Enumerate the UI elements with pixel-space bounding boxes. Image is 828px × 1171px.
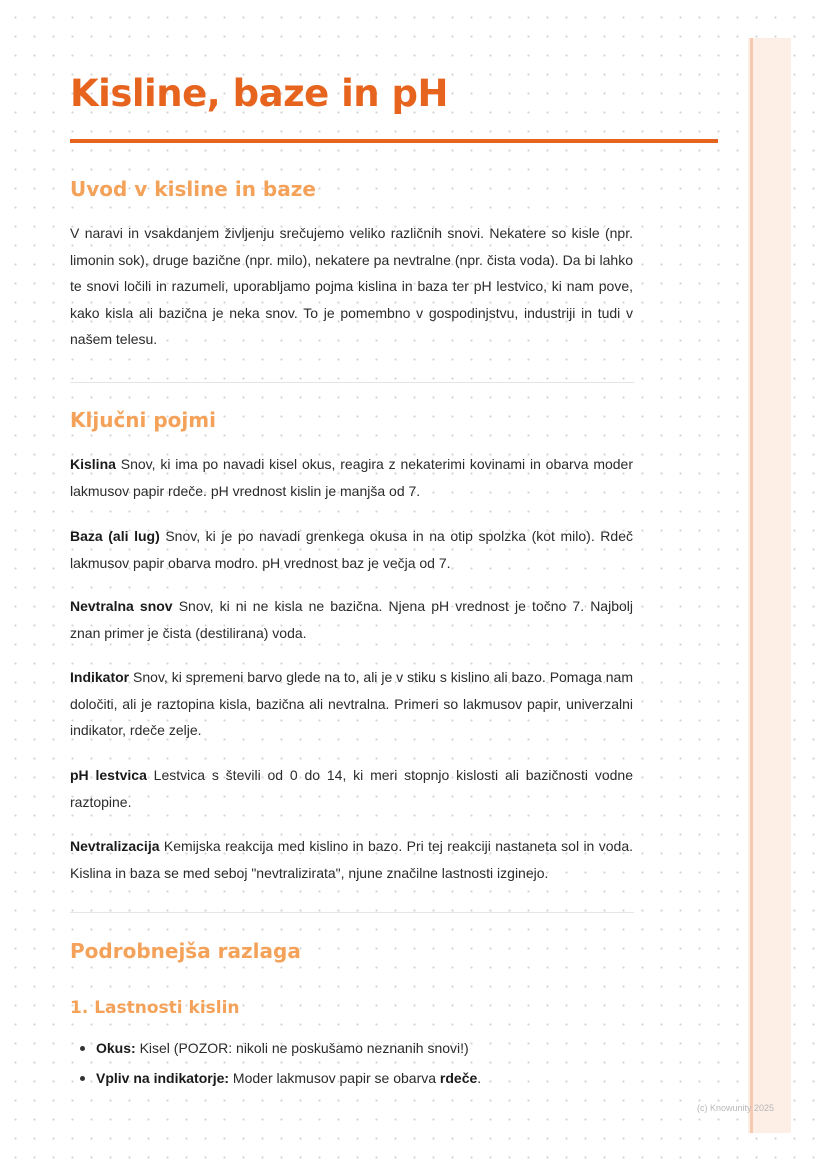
term-ph-lestvica <box>70 762 633 815</box>
bullet-label: Vpliv na indikatorje: <box>96 1070 230 1086</box>
list-item <box>70 1036 633 1066</box>
term-definition: Snov, ki ni ne kisla ne bazična. Njena pH vrednost je točno 7. Najbolj znan primer je čista (destilirana) voda. <box>70 598 633 641</box>
copyright-footer: (c) Knowunity 2025 <box>697 1103 775 1113</box>
section-heading-key-terms: Ključni pojmi <box>70 408 216 432</box>
intro-paragraph: V naravi in vsakdanjem življenju srečujemo veliko različnih snovi. Nekatere so kisle (npr. limonin sok), druge bazične (npr. milo), nekatere pa nevtralne (npr. čista voda). Da bi lahko te snovi ločili in razumeli, uporabljamo pojma kislina in baza ter pH lestvico, ki nam pove, kako kisla ali bazična je neka snov. To je pomembno v gospodinjstvu, industriji in tudi v našem telesu. <box>70 225 633 347</box>
term-nevtralizacija <box>70 833 633 886</box>
margin-band <box>748 38 791 1133</box>
margin-line <box>750 38 753 1133</box>
list-item <box>70 1066 633 1096</box>
term-baza <box>70 523 633 576</box>
term-label: Baza (ali lug) <box>70 528 160 544</box>
page-title: Kisline, baze in pH <box>70 72 448 115</box>
term-label: pH lestvica <box>70 767 147 783</box>
term-label: Nevtralna snov <box>70 598 173 614</box>
term-indikator <box>70 664 633 744</box>
term-definition: Lestvica s števili od 0 do 14, ki meri stopnjo kislosti ali bazičnosti vodne raztopine. <box>70 767 633 810</box>
title-underline <box>70 139 718 143</box>
acid-properties-list <box>70 1036 633 1096</box>
term-definition: Snov, ki je po navadi grenkega okusa in na otip spolzka (kot milo). Rdeč lakmusov papir obarva modro. pH vrednost baz je večja od 7. <box>70 528 633 571</box>
bullet-label: Okus: <box>96 1040 136 1056</box>
term-nevtralna-snov <box>70 593 633 646</box>
section-heading-detail: Podrobnejša razlaga <box>70 939 301 963</box>
section-divider <box>70 912 634 913</box>
section-divider <box>70 382 634 383</box>
term-kislina <box>70 451 633 504</box>
bullet-text: Kisel (POZOR: nikoli ne poskušamo neznanih snovi!) <box>135 1040 469 1056</box>
bullet-text-end: . <box>477 1070 482 1086</box>
term-definition: Kemijska reakcija med kislino in bazo. Pri tej reakciji nastaneta sol in voda. Kislina in baza se med seboj "nevtralizirata", njune značilne lastnosti izginejo. <box>70 838 633 881</box>
term-label: Nevtralizacija <box>70 838 160 854</box>
term-label: Indikator <box>70 669 130 685</box>
section-heading-intro: Uvod v kisline in baze <box>70 177 316 201</box>
term-definition: Snov, ki ima po navadi kisel okus, reagira z nekaterimi kovinami in obarva moder lakmusov papir rdeče. pH vrednost kislin je manjša od 7. <box>70 456 633 499</box>
bullet-text: Moder lakmusov papir se obarva <box>229 1070 440 1086</box>
subheading-acid-properties: 1. Lastnosti kislin <box>70 998 240 1018</box>
term-label: Kislina <box>70 456 116 472</box>
term-definition: Snov, ki spremeni barvo glede na to, ali je v stiku s kislino ali bazo. Pomaga nam določiti, ali je raztopina kisla, bazična ali nevtralna. Primeri so lakmusov papir, univerzalni indikator, rdeče zelje. <box>70 669 633 738</box>
bullet-emphasis: rdeče <box>439 1070 478 1086</box>
